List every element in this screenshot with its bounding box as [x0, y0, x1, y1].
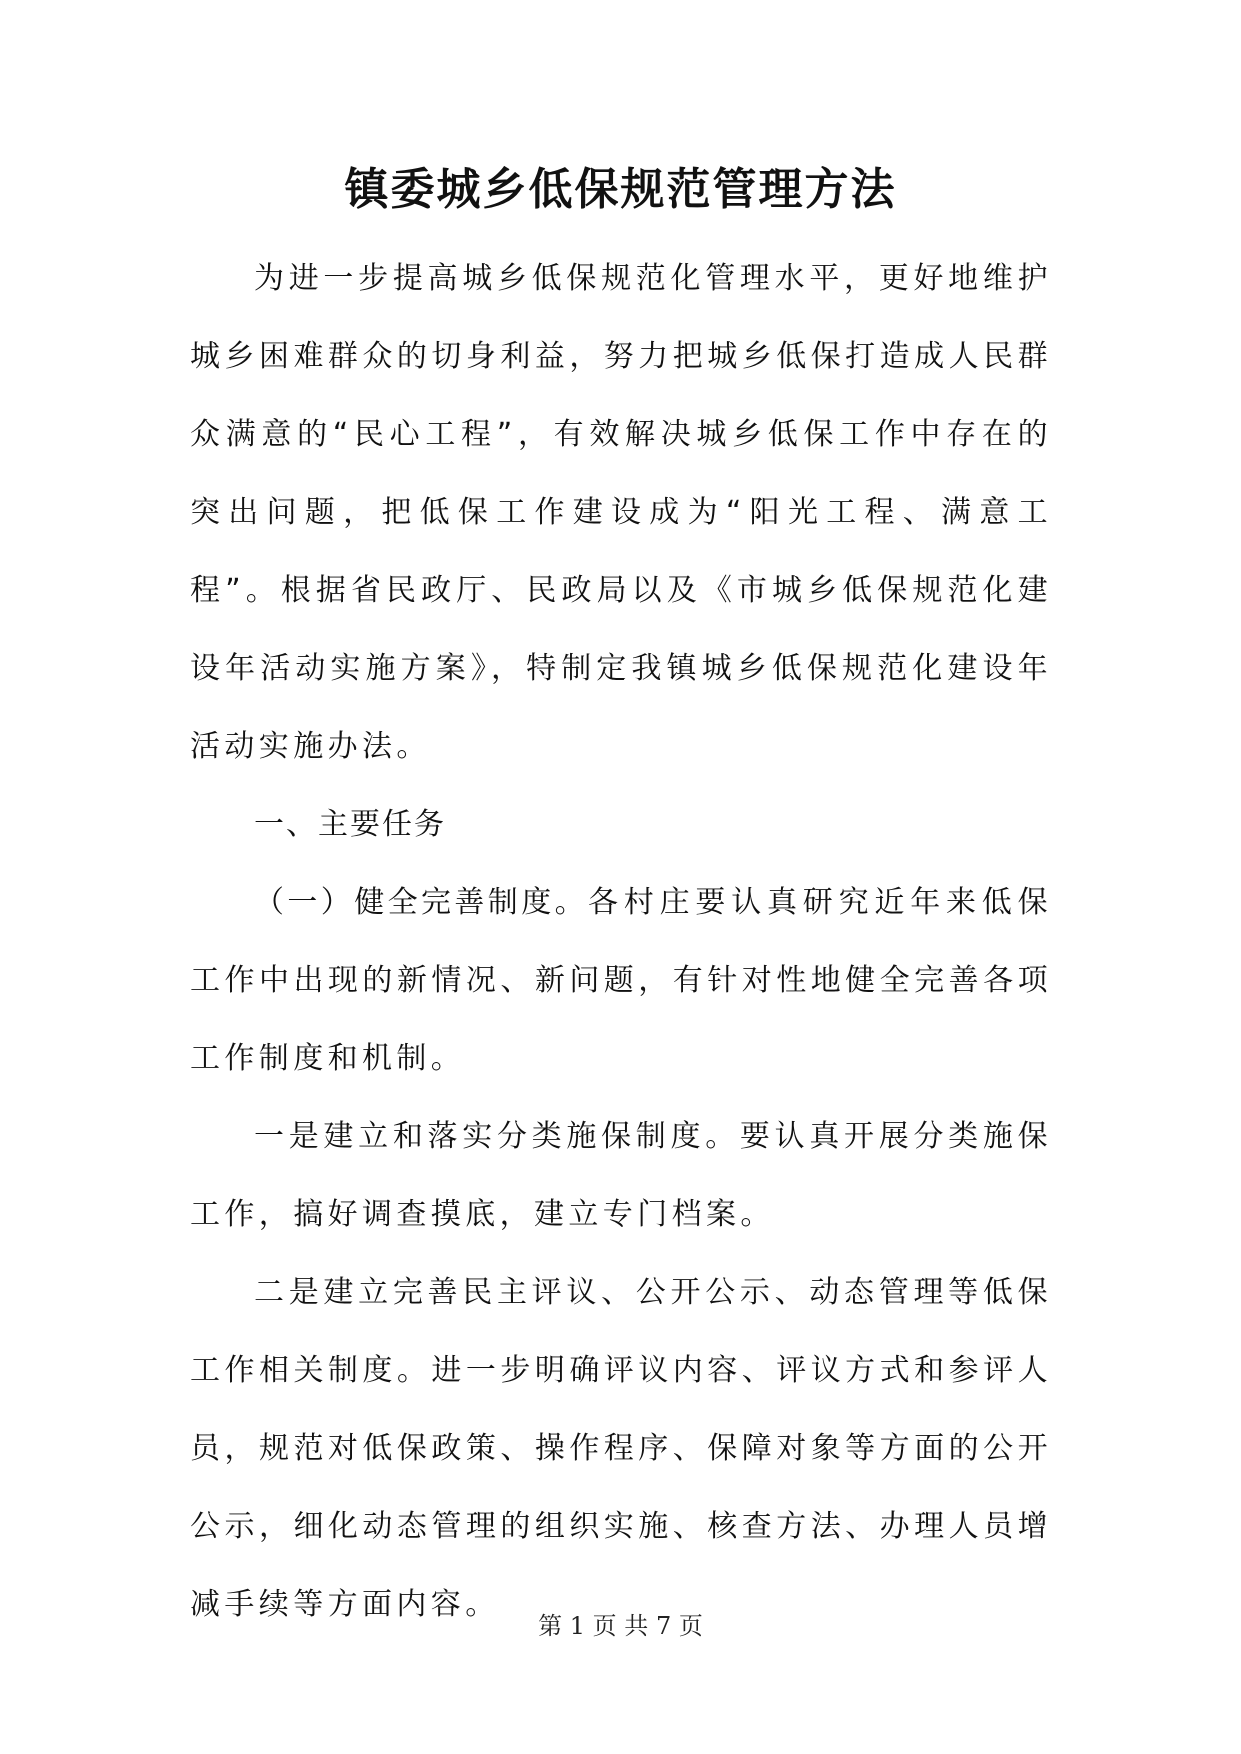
intro-paragraph: 为进一步提高城乡低保规范化管理水平，更好地维护城乡困难群众的切身利益，努力把城乡低保打造成人民群众满意的“民心工程”，有效解决城乡低保工作中存在的突出问题，把低保工作建设成为“阳光工程、满意工程”。根据省民政厅、民政局以及《市城乡低保规范化建设年活动实施方案》，特制定我镇城乡低保规范化建设年活动实施办法。 — [190, 261, 1052, 764]
item-paragraph-1: 一是建立和落实分类施保制度。要认真开展分类施保工作，搞好调查摸底，建立专门档案。 — [190, 1119, 1052, 1232]
item-paragraph-2: 二是建立完善民主评议、公开公示、动态管理等低保工作相关制度。进一步明确评议内容、评议方式和参评人员，规范对低保政策、操作程序、保障对象等方面的公开公示，细化动态管理的组织实施、核查方法、办理人员增减手续等方面内容。 — [190, 1275, 1052, 1622]
document-title: 镇委城乡低保规范管理方法 — [344, 164, 897, 215]
subsection-text: 各村庄要认真研究近年来低保工作中出现的新情况、新问题，有针对性地健全完善各项工作制度和机制。 — [190, 885, 1052, 1076]
subsection-heading: （一）健全完善制度。 — [254, 885, 588, 920]
subsection-paragraph — [190, 864, 1052, 1098]
page-footer: 第 1 页 共 7 页 — [538, 1612, 703, 1640]
document-body — [190, 240, 1052, 1644]
section-heading-main-tasks: 一、主要任务 — [254, 807, 446, 842]
